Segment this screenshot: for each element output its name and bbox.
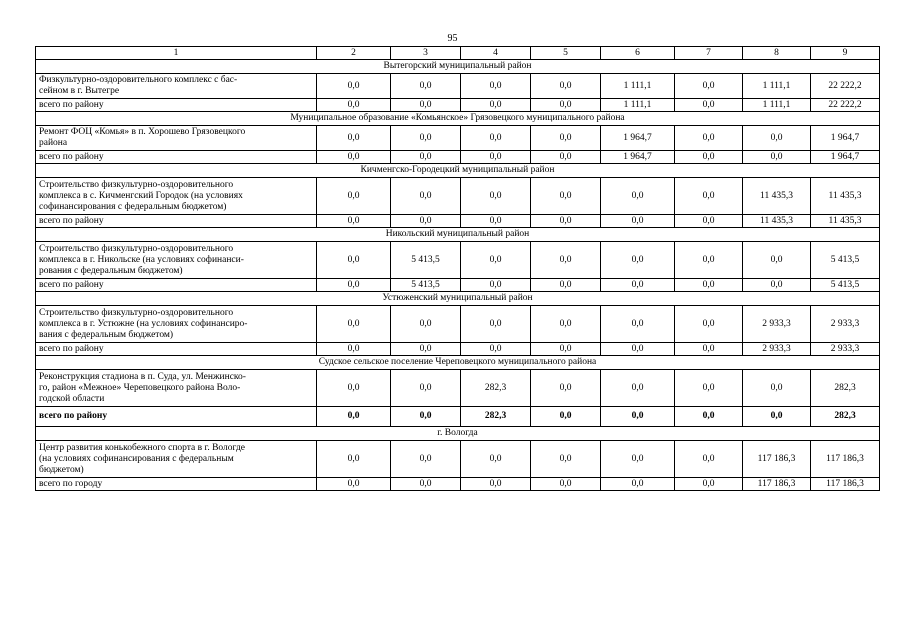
item-description xyxy=(36,306,317,343)
subtotal-value: 117 186,3 xyxy=(811,478,880,491)
subtotal-value: 22 222,2 xyxy=(811,99,880,112)
subtotal-value: 0,0 xyxy=(531,343,601,356)
section-title: Кичменгско-Городецкий муниципальный район xyxy=(36,164,880,178)
subtotal-value: 0,0 xyxy=(675,215,743,228)
subtotal-value: 0,0 xyxy=(675,343,743,356)
value-cell: 0,0 xyxy=(391,441,461,478)
value-cell: 0,0 xyxy=(675,441,743,478)
subtotal-value: 117 186,3 xyxy=(743,478,811,491)
value-cell: 1 964,7 xyxy=(811,126,880,151)
subtotal-value: 0,0 xyxy=(531,151,601,164)
value-cell: 0,0 xyxy=(317,370,391,407)
subtotal-value: 0,0 xyxy=(461,343,531,356)
value-cell: 0,0 xyxy=(317,74,391,99)
value-cell: 0,0 xyxy=(675,242,743,279)
subtotal-value: 0,0 xyxy=(675,279,743,292)
column-number: 4 xyxy=(461,47,531,60)
section-title: Устюженский муниципальный район xyxy=(36,292,880,306)
value-cell: 2 933,3 xyxy=(811,306,880,343)
value-cell: 0,0 xyxy=(317,441,391,478)
column-number: 8 xyxy=(743,47,811,60)
subtotal-row xyxy=(36,478,880,491)
value-cell: 117 186,3 xyxy=(811,441,880,478)
item-description-line: сейном в г. Вытегре xyxy=(39,86,120,96)
subtotal-row xyxy=(36,215,880,228)
subtotal-value: 0,0 xyxy=(601,478,675,491)
subtotal-row xyxy=(36,343,880,356)
value-cell: 282,3 xyxy=(461,370,531,407)
value-cell: 0,0 xyxy=(317,242,391,279)
subtotal-value: 11 435,3 xyxy=(743,215,811,228)
subtotal-value: 0,0 xyxy=(601,343,675,356)
subtotal-label: всего по району xyxy=(36,215,317,228)
subtotal-value: 0,0 xyxy=(461,99,531,112)
subtotal-label: всего по району xyxy=(36,99,317,112)
value-cell: 0,0 xyxy=(317,126,391,151)
value-cell: 0,0 xyxy=(461,242,531,279)
subtotal-value: 0,0 xyxy=(317,99,391,112)
value-cell: 0,0 xyxy=(461,74,531,99)
subtotal-value: 0,0 xyxy=(531,478,601,491)
item-description-line: района xyxy=(39,138,68,148)
subtotal-row xyxy=(36,99,880,112)
item-description xyxy=(36,126,317,151)
subtotal-value: 5 413,5 xyxy=(391,279,461,292)
subtotal-value: 1 964,7 xyxy=(601,151,675,164)
value-cell: 0,0 xyxy=(391,370,461,407)
section-title-row xyxy=(36,427,880,441)
value-cell: 117 186,3 xyxy=(743,441,811,478)
item-description-line: вания с федеральным бюджетом) xyxy=(39,329,174,340)
subtotal-value: 2 933,3 xyxy=(743,343,811,356)
value-cell: 0,0 xyxy=(675,306,743,343)
item-description-line: (на условиях софинансирования с федеральным xyxy=(39,453,234,464)
item-description-line: софинансирования с федеральным бюджетом) xyxy=(39,201,227,212)
column-number: 2 xyxy=(317,47,391,60)
table-row xyxy=(36,126,880,151)
section-title-row xyxy=(36,60,880,74)
value-cell: 0,0 xyxy=(531,370,601,407)
subtotal-value: 0,0 xyxy=(675,99,743,112)
value-cell: 0,0 xyxy=(531,306,601,343)
subtotal-value: 0,0 xyxy=(461,279,531,292)
subtotal-value: 0,0 xyxy=(743,279,811,292)
value-cell: 11 435,3 xyxy=(743,178,811,215)
value-cell: 0,0 xyxy=(675,126,743,151)
table-row xyxy=(36,441,880,478)
page-number: 95 xyxy=(447,33,458,44)
value-cell: 0,0 xyxy=(317,306,391,343)
value-cell: 0,0 xyxy=(461,441,531,478)
value-cell: 0,0 xyxy=(601,306,675,343)
column-number: 6 xyxy=(601,47,675,60)
subtotal-value: 0,0 xyxy=(317,407,391,427)
column-number: 7 xyxy=(675,47,743,60)
subtotal-value: 0,0 xyxy=(531,99,601,112)
subtotal-value: 282,3 xyxy=(461,407,531,427)
item-description-line: комплекса в г. Устюжне (на условиях софинансиро- xyxy=(39,318,248,329)
subtotal-value: 0,0 xyxy=(391,343,461,356)
value-cell: 0,0 xyxy=(391,74,461,99)
column-number: 5 xyxy=(531,47,601,60)
subtotal-value: 1 964,7 xyxy=(811,151,880,164)
subtotal-row xyxy=(36,407,880,427)
item-description-line: рования с федеральным бюджетом) xyxy=(39,265,183,276)
item-description-line: годской области xyxy=(39,393,105,404)
subtotal-value: 11 435,3 xyxy=(811,215,880,228)
subtotal-label: всего по району xyxy=(36,279,317,292)
value-cell: 5 413,5 xyxy=(391,242,461,279)
item-description-line: Реконструкция стадиона в п. Суда, ул. Менжинско- xyxy=(39,371,246,382)
subtotal-value: 0,0 xyxy=(391,478,461,491)
section-title-row xyxy=(36,292,880,306)
item-description xyxy=(36,441,317,478)
value-cell: 0,0 xyxy=(675,74,743,99)
subtotal-value: 0,0 xyxy=(391,407,461,427)
subtotal-value: 0,0 xyxy=(675,407,743,427)
value-cell: 0,0 xyxy=(531,178,601,215)
item-description-line: комплекса в г. Никольске (на условиях софинанси- xyxy=(39,254,244,265)
item-description xyxy=(36,370,317,407)
subtotal-value: 0,0 xyxy=(391,151,461,164)
section-title: Муниципальное образование «Комьянское» Грязовецкого муниципального района xyxy=(36,112,880,126)
subtotal-value: 282,3 xyxy=(811,407,880,427)
item-description-line: Физкультурно-оздоровительного комплекс с бас- xyxy=(39,75,238,85)
value-cell: 0,0 xyxy=(675,178,743,215)
item-description xyxy=(36,242,317,279)
value-cell: 5 413,5 xyxy=(811,242,880,279)
value-cell: 0,0 xyxy=(601,441,675,478)
item-description-line: бюджетом) xyxy=(39,464,84,475)
value-cell: 0,0 xyxy=(601,242,675,279)
column-number: 3 xyxy=(391,47,461,60)
value-cell: 0,0 xyxy=(601,178,675,215)
section-title-row xyxy=(36,228,880,242)
subtotal-value: 0,0 xyxy=(317,151,391,164)
table-row xyxy=(36,242,880,279)
subtotal-value: 0,0 xyxy=(317,279,391,292)
subtotal-value: 0,0 xyxy=(317,478,391,491)
value-cell: 1 111,1 xyxy=(601,74,675,99)
item-description-line: Строительство физкультурно-оздоровительного xyxy=(39,243,234,254)
subtotal-value: 0,0 xyxy=(391,215,461,228)
subtotal-value: 0,0 xyxy=(675,151,743,164)
subtotal-value: 2 933,3 xyxy=(811,343,880,356)
section-title: г. Вологда xyxy=(36,427,880,441)
item-description-line: го, район «Межное» Череповецкого района Воло- xyxy=(39,382,241,393)
value-cell: 2 933,3 xyxy=(743,306,811,343)
subtotal-value: 0,0 xyxy=(675,478,743,491)
value-cell: 0,0 xyxy=(531,242,601,279)
subtotal-label: всего по району xyxy=(36,343,317,356)
value-cell: 0,0 xyxy=(391,306,461,343)
section-title: Судское сельское поселение Череповецкого муниципального района xyxy=(36,356,880,370)
subtotal-value: 0,0 xyxy=(531,215,601,228)
subtotal-value: 0,0 xyxy=(317,343,391,356)
value-cell: 0,0 xyxy=(391,126,461,151)
value-cell: 0,0 xyxy=(531,126,601,151)
item-description-line: Ремонт ФОЦ «Комья» в п. Хорошево Грязовецкого xyxy=(39,127,246,137)
item-description-line: Строительство физкультурно-оздоровительного xyxy=(39,307,234,318)
table-row xyxy=(36,74,880,99)
subtotal-label: всего по району xyxy=(36,151,317,164)
section-title: Вытегорский муниципальный район xyxy=(36,60,880,74)
budget-table xyxy=(35,46,880,491)
subtotal-value: 0,0 xyxy=(391,99,461,112)
subtotal-value: 1 111,1 xyxy=(601,99,675,112)
value-cell: 1 964,7 xyxy=(601,126,675,151)
item-description-line: Строительство физкультурно-оздоровительного xyxy=(39,179,234,190)
subtotal-value: 0,0 xyxy=(531,279,601,292)
column-number-row xyxy=(36,47,880,60)
value-cell: 0,0 xyxy=(743,242,811,279)
value-cell: 0,0 xyxy=(461,306,531,343)
subtotal-value: 0,0 xyxy=(461,151,531,164)
subtotal-value: 0,0 xyxy=(461,478,531,491)
subtotal-value: 5 413,5 xyxy=(811,279,880,292)
section-title-row xyxy=(36,164,880,178)
subtotal-value: 0,0 xyxy=(601,407,675,427)
item-description xyxy=(36,178,317,215)
subtotal-value: 1 111,1 xyxy=(743,99,811,112)
item-description xyxy=(36,74,317,99)
subtotal-value: 0,0 xyxy=(531,407,601,427)
table-row xyxy=(36,370,880,407)
value-cell: 0,0 xyxy=(601,370,675,407)
value-cell: 0,0 xyxy=(391,178,461,215)
item-description-line: комплекса в с. Кичменгский Городок (на условиях xyxy=(39,190,243,201)
value-cell: 0,0 xyxy=(461,126,531,151)
subtotal-value: 0,0 xyxy=(743,407,811,427)
subtotal-value: 0,0 xyxy=(461,215,531,228)
subtotal-value: 0,0 xyxy=(743,151,811,164)
section-title: Никольский муниципальный район xyxy=(36,228,880,242)
value-cell: 0,0 xyxy=(461,178,531,215)
subtotal-label: всего по району xyxy=(36,407,317,427)
value-cell: 0,0 xyxy=(743,126,811,151)
value-cell: 0,0 xyxy=(317,178,391,215)
column-number: 1 xyxy=(36,47,317,60)
subtotal-row xyxy=(36,279,880,292)
section-title-row xyxy=(36,356,880,370)
subtotal-label: всего по городу xyxy=(36,478,317,491)
value-cell: 1 111,1 xyxy=(743,74,811,99)
value-cell: 0,0 xyxy=(531,74,601,99)
value-cell: 22 222,2 xyxy=(811,74,880,99)
table-row xyxy=(36,178,880,215)
column-number: 9 xyxy=(811,47,880,60)
table-row xyxy=(36,306,880,343)
value-cell: 0,0 xyxy=(743,370,811,407)
section-title-row xyxy=(36,112,880,126)
value-cell: 11 435,3 xyxy=(811,178,880,215)
value-cell: 0,0 xyxy=(531,441,601,478)
item-description-line: Центр развития конькобежного спорта в г. Вологде xyxy=(39,442,246,453)
subtotal-row xyxy=(36,151,880,164)
value-cell: 282,3 xyxy=(811,370,880,407)
subtotal-value: 0,0 xyxy=(317,215,391,228)
subtotal-value: 0,0 xyxy=(601,279,675,292)
subtotal-value: 0,0 xyxy=(601,215,675,228)
value-cell: 0,0 xyxy=(675,370,743,407)
